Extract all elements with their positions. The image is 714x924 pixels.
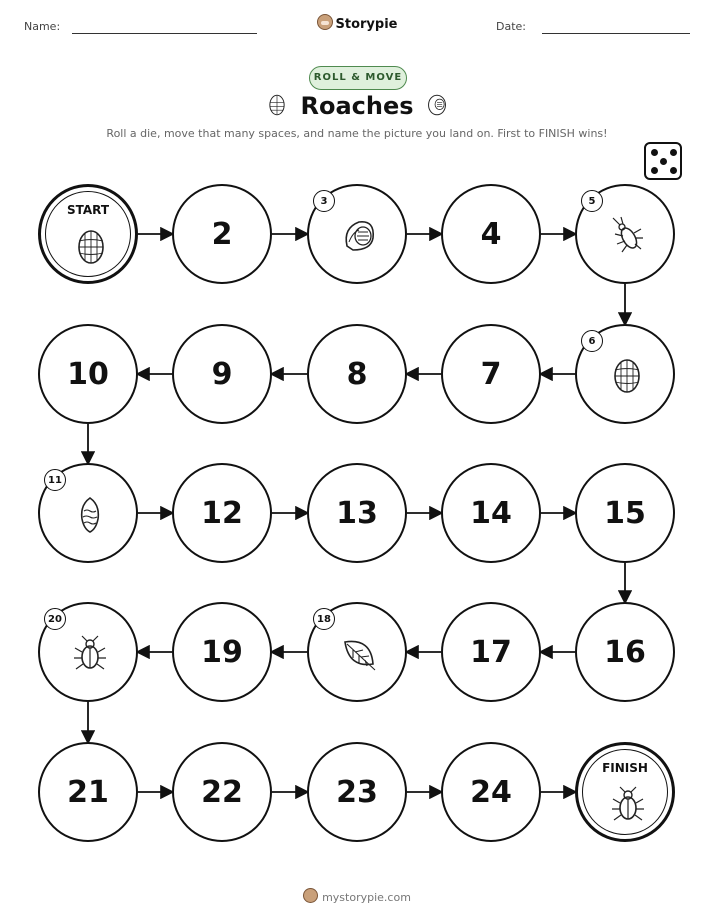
board-space-5	[575, 184, 675, 284]
space-number: 15	[604, 495, 646, 531]
name-label: Name:	[24, 20, 61, 33]
space-number-badge: 6	[581, 330, 603, 352]
snail-shell-icon	[339, 216, 379, 256]
board-space-23	[307, 742, 407, 842]
board-space-13	[307, 463, 407, 563]
space-number: 21	[67, 774, 109, 810]
board-space-19	[172, 602, 272, 702]
space-number-badge: 20	[44, 608, 66, 630]
bear-logo-icon	[303, 888, 318, 903]
board-space-18	[307, 602, 407, 702]
board-space-24	[441, 742, 541, 842]
space-number: 23	[336, 774, 378, 810]
board-space-15	[575, 463, 675, 563]
space-number: 12	[201, 495, 243, 531]
board-space-17	[441, 602, 541, 702]
roll-and-move-badge: ROLL & MOVE	[309, 66, 407, 90]
board-space-9	[172, 324, 272, 424]
board-space-3	[307, 184, 407, 284]
space-number: 19	[201, 634, 243, 670]
space-number: 24	[470, 774, 512, 810]
board-space-6	[575, 324, 675, 424]
finish-space	[575, 742, 675, 842]
page-title: Roaches	[300, 92, 414, 120]
board-space-11	[38, 463, 138, 563]
footer-url[interactable]: mystorypie.com	[322, 891, 411, 904]
board-space-7	[441, 324, 541, 424]
space-number: 22	[201, 774, 243, 810]
brand-name: Storypie	[335, 17, 398, 32]
space-number-badge: 3	[313, 190, 335, 212]
space-number: 4	[480, 216, 502, 252]
board-space-4	[441, 184, 541, 284]
space-number-badge: 5	[581, 190, 603, 212]
space-number: 10	[67, 356, 109, 392]
board-space-16	[575, 602, 675, 702]
leaf-icon	[339, 634, 379, 674]
space-number: 17	[470, 634, 512, 670]
egg-case-icon	[607, 356, 647, 396]
cockroach-icon	[607, 216, 647, 256]
beetle-icon	[70, 634, 110, 674]
instructions: Roll a die, move that many spaces, and name the picture you land on. First to FINISH wins!	[106, 127, 608, 140]
space-number: 2	[211, 216, 233, 252]
space-number: 16	[604, 634, 646, 670]
board-space-10	[38, 324, 138, 424]
finish-label: FINISH	[602, 761, 648, 775]
board-space-12	[172, 463, 272, 563]
date-label: Date:	[496, 20, 526, 33]
board-space-20	[38, 602, 138, 702]
board-space-22	[172, 742, 272, 842]
space-number: 8	[346, 356, 368, 392]
space-number-badge: 11	[44, 469, 66, 491]
space-number: 9	[211, 356, 233, 392]
space-number-badge: 18	[313, 608, 335, 630]
start-label: START	[66, 203, 110, 217]
cocoon-icon	[70, 495, 110, 535]
space-number: 7	[480, 356, 502, 392]
board-space-14	[441, 463, 541, 563]
beetle-icon	[608, 785, 648, 825]
board-space-21	[38, 742, 138, 842]
egg-case-icon	[71, 227, 111, 267]
board-space-8	[307, 324, 407, 424]
space-number: 14	[470, 495, 512, 531]
board-space-2	[172, 184, 272, 284]
start-space	[38, 184, 138, 284]
space-number: 13	[336, 495, 378, 531]
footer	[0, 888, 714, 904]
